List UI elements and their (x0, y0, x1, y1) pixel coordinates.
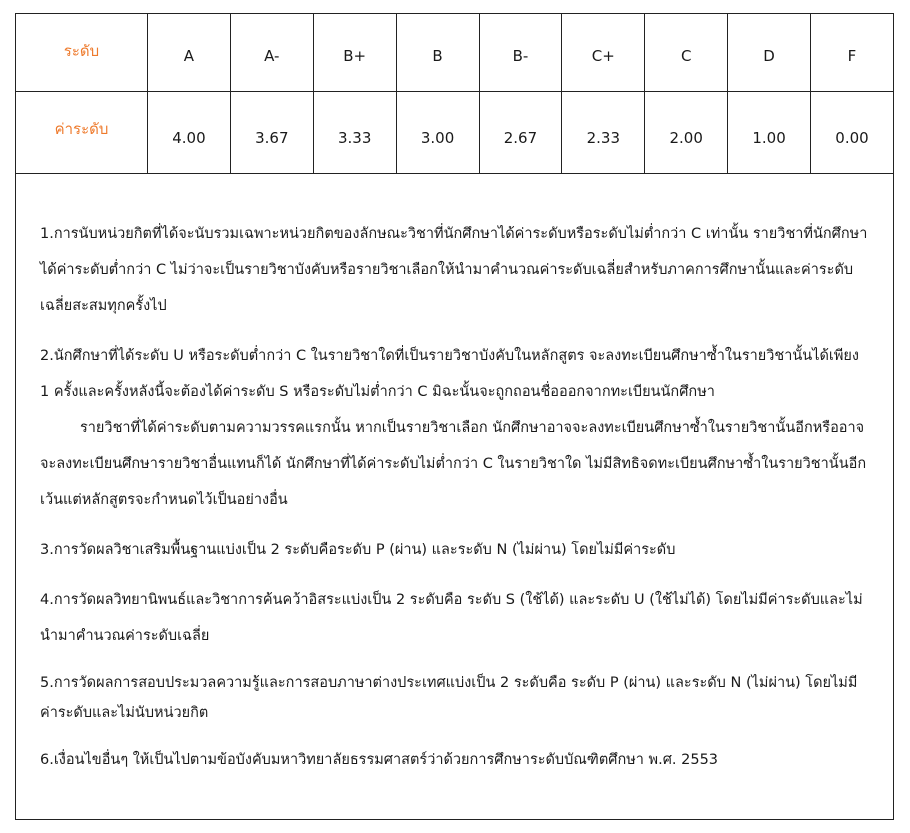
note-2-paragraph-2: รายวิชาที่ได้ค่าระดับตามความวรรคแรกนั้น หากเป็นรายวิชาเลือก นักศึกษาอาจจะลงทะเบียนศึกษาซ้ำในรายวิชานั้นอีกหรืออาจจะลงทะเบียนศึกษารายวิชาอื่นแทนก็ได้ นักศึกษาที่ได้ค่าระดับไม่ต่ำกว่า C ในรายวิชาใด ไม่มีสิทธิจดทะเบียนศึกษาซ้ำในรายวิชานั้นอีก เว้นแต่หลักสูตรจะกำหนดไว้เป็นอย่างอื่น (40, 420, 867, 508)
grade-cell: B- (479, 14, 562, 92)
points-cell: 2.67 (479, 92, 562, 174)
grade-cell: B (396, 14, 479, 92)
grade-row (16, 14, 894, 92)
grade-cell: A (148, 14, 231, 92)
grade-cell: F (811, 14, 894, 92)
grade-header: ระดับ (16, 14, 148, 92)
points-cell: 3.33 (313, 92, 396, 174)
grade-cell: B+ (313, 14, 396, 92)
grade-cell: C (645, 14, 728, 92)
points-cell: 1.00 (728, 92, 811, 174)
note-4: 4.การวัดผลวิทยานิพนธ์และวิชาการค้นคว้าอิสระแบ่งเป็น 2 ระดับคือ ระดับ S (ใช้ได้) และระดับ U (ใช้ไม่ได้) โดยไม่มีค่าระดับและไม่นำมาคำนวณค่าระดับเฉลี่ย (40, 592, 863, 644)
points-cell: 2.00 (645, 92, 728, 174)
points-cell: 3.67 (230, 92, 313, 174)
note-2 (40, 338, 870, 518)
points-header: ค่าระดับ (16, 92, 148, 174)
note-6: 6.เงื่อนไขอื่นๆ ให้เป็นไปตามข้อบังคับมหาวิทยาลัยธรรมศาสตร์ว่าด้วยการศึกษาระดับบัณฑิตศึกษา พ.ศ. 2553 (40, 752, 719, 768)
grade-table (15, 13, 894, 174)
points-cell: 0.00 (811, 92, 894, 174)
grade-cell: C+ (562, 14, 645, 92)
grade-cell: D (728, 14, 811, 92)
points-cell: 2.33 (562, 92, 645, 174)
note-2-paragraph-1: 2.นักศึกษาที่ได้ระดับ U หรือระดับต่ำกว่า C ในรายวิชาใดที่เป็นรายวิชาบังคับในหลักสูตร จะลงทะเบียนศึกษาซ้ำในรายวิชานั้นได้เพียง 1 ครั้งและครั้งหลังนี้จะต้องได้ค่าระดับ S หรือระดับไม่ต่ำกว่า C มิฉะนั้นจะถูกถอนชื่อออกจากทะเบียนนักศึกษา (40, 348, 860, 400)
note-5: 5.การวัดผลการสอบประมวลความรู้และการสอบภาษาต่างประเทศแบ่งเป็น 2 ระดับคือ ระดับ P (ผ่าน) และระดับ N (ไม่ผ่าน) โดยไม่มีค่าระดับและไม่นับหน่วยกิต (40, 675, 858, 721)
grading-notes (40, 216, 870, 792)
grade-cell: A- (230, 14, 313, 92)
points-cell: 4.00 (148, 92, 231, 174)
note-1: 1.การนับหน่วยกิตที่ได้จะนับรวมเฉพาะหน่วยกิตของลักษณะวิชาที่นักศึกษาได้ค่าระดับหรือระดับไม่ต่ำกว่า C เท่านั้น รายวิชาที่นักศึกษาได้ค่าระดับต่ำกว่า C ไม่ว่าจะเป็นรายวิชาบังคับหรือรายวิชาเลือกให้นำมาคำนวณค่าระดับเฉลี่ยสำหรับภาคการศึกษานั้นและค่าระดับเฉลี่ยสะสมทุกครั้งไป (40, 226, 868, 314)
points-row (16, 92, 894, 174)
note-3: 3.การวัดผลวิชาเสริมพื้นฐานแบ่งเป็น 2 ระดับคือระดับ P (ผ่าน) และระดับ N (ไม่ผ่าน) โดยไม่มีค่าระดับ (40, 542, 676, 558)
points-cell: 3.00 (396, 92, 479, 174)
